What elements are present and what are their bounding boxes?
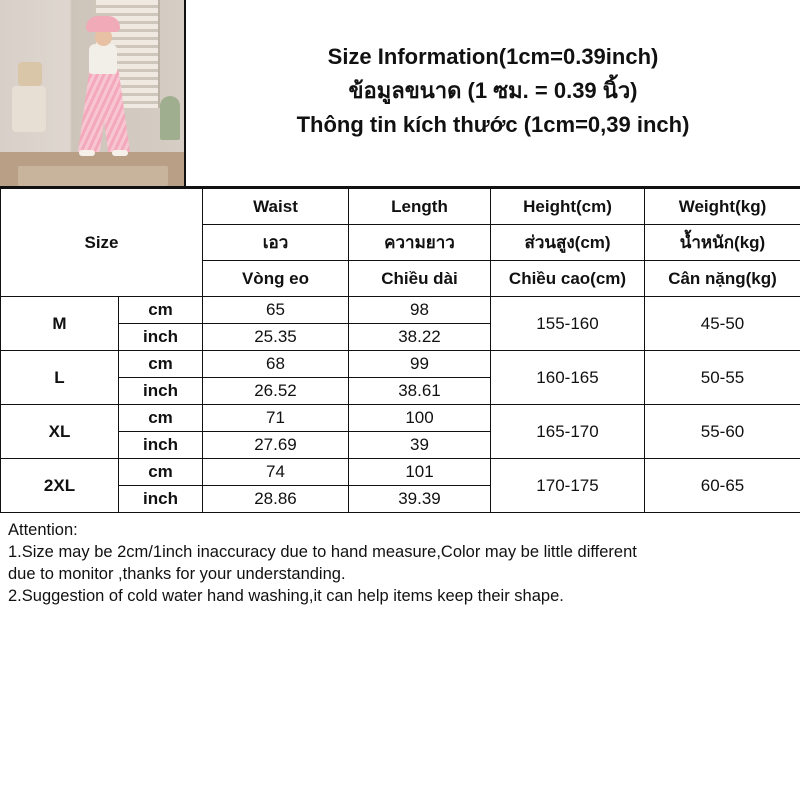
- size-table: [0, 188, 800, 513]
- header-waist-en: Waist: [203, 189, 349, 225]
- header-length-en: Length: [349, 189, 491, 225]
- title-line-en: Size Information(1cm=0.39inch): [327, 44, 659, 69]
- unit-inch-xl: inch: [119, 432, 203, 459]
- photo-plant: [160, 96, 180, 140]
- height-l: 160-165: [491, 351, 645, 405]
- table-row: [1, 297, 800, 324]
- weight-xl: 55-60: [645, 405, 800, 459]
- size-label-l: L: [1, 351, 119, 405]
- weight-2xl: 60-65: [645, 459, 800, 513]
- weight-l: 50-55: [645, 351, 800, 405]
- attention-section: [0, 513, 800, 611]
- size-column-header: Size: [1, 189, 203, 297]
- waist-cm-xl: 71: [203, 405, 349, 432]
- length-inch-m: 38.22: [349, 324, 491, 351]
- attention-heading: Attention:: [8, 521, 78, 539]
- table-row: [1, 351, 800, 378]
- header-weight-vi: Cân nặng(kg): [645, 261, 800, 297]
- waist-inch-xl: 27.69: [203, 432, 349, 459]
- height-m: 155-160: [491, 297, 645, 351]
- unit-inch-2xl: inch: [119, 486, 203, 513]
- waist-cm-m: 65: [203, 297, 349, 324]
- table-row: [1, 459, 800, 486]
- photo-white-top: [89, 44, 117, 74]
- waist-cm-l: 68: [203, 351, 349, 378]
- attention-line-1: 1.Size may be 2cm/1inch inaccuracy due to hand measure,Color may be little different: [8, 543, 637, 561]
- header-waist-th: เอว: [203, 225, 349, 261]
- unit-inch-l: inch: [119, 378, 203, 405]
- title-line-vi: Thông tin kích thước (1cm=0,39 inch): [296, 112, 690, 137]
- length-cm-m: 98: [349, 297, 491, 324]
- bottom-spacer: [0, 611, 800, 651]
- waist-cm-2xl: 74: [203, 459, 349, 486]
- unit-cm-m: cm: [119, 297, 203, 324]
- attention-line-3: 2.Suggestion of cold water hand washing,it can help items keep their shape.: [8, 587, 564, 605]
- length-cm-2xl: 101: [349, 459, 491, 486]
- photo-handbag: [18, 62, 42, 86]
- table-header-row-1: [1, 189, 800, 225]
- header-length-vi: Chiều dài: [349, 261, 491, 297]
- length-inch-2xl: 39.39: [349, 486, 491, 513]
- table-row: [1, 405, 800, 432]
- header-weight-th: น้ำหนัก(kg): [645, 225, 800, 261]
- size-label-2xl: 2XL: [1, 459, 119, 513]
- photo-stool: [12, 86, 46, 132]
- unit-cm-l: cm: [119, 351, 203, 378]
- height-xl: 165-170: [491, 405, 645, 459]
- unit-cm-xl: cm: [119, 405, 203, 432]
- photo-shoe-right: [112, 150, 128, 156]
- photo-shoe-left: [79, 150, 95, 156]
- unit-inch-m: inch: [119, 324, 203, 351]
- title-block: [186, 0, 800, 186]
- waist-inch-l: 26.52: [203, 378, 349, 405]
- unit-cm-2xl: cm: [119, 459, 203, 486]
- size-label-xl: XL: [1, 405, 119, 459]
- attention-line-2: due to monitor ,thanks for your understanding.: [8, 565, 346, 583]
- height-2xl: 170-175: [491, 459, 645, 513]
- product-photo: [0, 0, 186, 186]
- waist-inch-2xl: 28.86: [203, 486, 349, 513]
- header-height-vi: Chiều cao(cm): [491, 261, 645, 297]
- title-line-th: ข้อมูลขนาด (1 ซม. = 0.39 นิ้ว): [348, 78, 638, 103]
- header-height-th: ส่วนสูง(cm): [491, 225, 645, 261]
- header-height-en: Height(cm): [491, 189, 645, 225]
- length-cm-xl: 100: [349, 405, 491, 432]
- header-length-th: ความยาว: [349, 225, 491, 261]
- length-inch-xl: 39: [349, 432, 491, 459]
- header-weight-en: Weight(kg): [645, 189, 800, 225]
- header-section: [0, 0, 800, 188]
- length-inch-l: 38.61: [349, 378, 491, 405]
- header-waist-vi: Vòng eo: [203, 261, 349, 297]
- photo-rug: [18, 166, 168, 186]
- size-label-m: M: [1, 297, 119, 351]
- photo-pink-hat: [86, 16, 120, 32]
- waist-inch-m: 25.35: [203, 324, 349, 351]
- weight-m: 45-50: [645, 297, 800, 351]
- length-cm-l: 99: [349, 351, 491, 378]
